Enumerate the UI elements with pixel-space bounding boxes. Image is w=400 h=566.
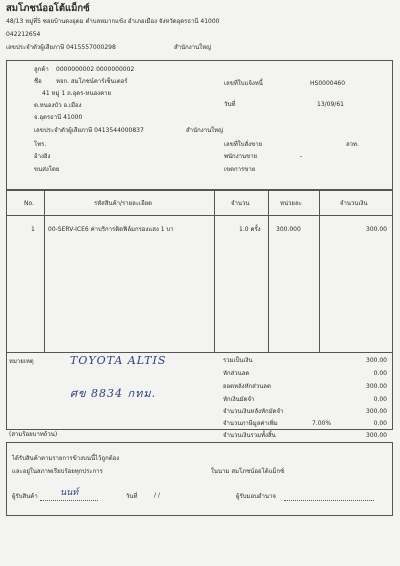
- vat-rate: 7.00%: [312, 420, 332, 427]
- customer-phone-label: โทร.: [34, 141, 47, 148]
- col-divider: [268, 190, 269, 352]
- handwritten-plate: ศข 8834 กทม.: [70, 387, 157, 400]
- doc-sales-label: พนักงานขาย: [224, 153, 258, 160]
- customer-tax-id: เลขประจำตัวผู้เสียภาษี 0413544000837: [34, 127, 144, 134]
- receipt-note-1: ได้รับสินค้าตามรายการข้างบนนี้ไว้ถูกต้อง: [12, 455, 120, 462]
- deposit-label: หักเงินมัดจำ: [223, 396, 255, 403]
- doc-terms-label: ลวท.: [346, 141, 359, 148]
- after-deposit-value: 300.00: [366, 408, 387, 415]
- invoice-page: [4, 0, 396, 566]
- col-header-amount: จำนวนเงิน: [340, 200, 368, 207]
- customer-ship-label: ขนส่งโดย: [34, 166, 60, 173]
- doc-date-label: วันที่: [224, 101, 236, 108]
- col-divider: [214, 190, 215, 352]
- deposit-value: 0.00: [373, 396, 387, 403]
- doc-no-label: เลขที่ใบแจ้งหนี้: [224, 80, 263, 87]
- col-divider: [44, 190, 45, 352]
- row-qty: 1.0 ครั้ง: [239, 226, 261, 233]
- receiver-signature: นนท์: [60, 488, 79, 498]
- doc-sales-value: -: [300, 153, 303, 160]
- signature-box: [6, 442, 393, 516]
- company-signatory: ในนาม สมโภชน์ออโต้แม็กซ์: [211, 468, 285, 475]
- customer-name-label: ชื่อ: [34, 78, 42, 85]
- col-divider: [319, 190, 320, 352]
- company-phone: 042212654: [6, 31, 41, 38]
- customer-ref-label: อ้างอิง: [34, 153, 51, 160]
- total-value: 300.00: [366, 357, 387, 364]
- amount-in-words: (สามร้อยบาทถ้วน): [9, 431, 58, 438]
- col-header-description: รหัสสินค้า/รายละเอียด: [94, 200, 153, 207]
- doc-zone-label: เขตการขาย: [224, 166, 256, 173]
- after-discount-value: 300.00: [366, 383, 387, 390]
- authorized-signature-line: [284, 500, 374, 501]
- after-discount-label: ยอดหลังหักส่วนลด: [223, 383, 271, 390]
- customer-address-3: จ.อุดรธานี 41000: [34, 114, 83, 121]
- vat-label: จำนวนภาษีมูลค่าเพิ่ม: [223, 420, 278, 427]
- col-header-qty: จำนวน: [231, 200, 250, 207]
- grand-total-value: 300.00: [366, 432, 387, 439]
- customer-branch: สำนักงานใหญ่: [186, 127, 224, 134]
- row-amount: 300.00: [366, 226, 387, 233]
- receiver-label: ผู้รับสินค้า: [12, 493, 38, 500]
- receive-date-value: / /: [154, 492, 160, 499]
- grand-total-divider: [214, 429, 392, 430]
- customer-address-2: ต.หนองบัว อ.เมือง: [34, 102, 82, 109]
- doc-order-label: เลขที่ใบสั่งขาย: [224, 141, 263, 148]
- customer-code-value: 0000000002 0000000002: [56, 66, 135, 73]
- row-unit-price: 300.000: [276, 226, 301, 233]
- receiver-signature-line: [40, 500, 98, 501]
- total-label: รวมเป็นเงิน: [223, 357, 253, 364]
- after-deposit-label: จำนวนเงินหลังหักมัดจำ: [223, 408, 284, 415]
- grand-total-label: จำนวนเงินรวมทั้งสิ้น: [223, 432, 276, 439]
- notes-label: หมายเหตุ: [9, 358, 34, 365]
- row-description: 00-SERV-ICE6 ค่าบริการติดฟิล์มกรองแสง 1 บา: [48, 226, 174, 233]
- company-address: 48/13 หมู่ที่5 ซอยบ้านดงอุดม ตำบลหมากแข้ง อำเภอเมือง จังหวัดอุดรธานี 41000: [6, 18, 220, 25]
- company-name: สมโภชน์ออโต้แม็กซ์: [6, 3, 90, 14]
- customer-name-value: หจก. สมโภชน์คาร์เซ็นเตอร์: [56, 78, 128, 85]
- customer-code-label: ลูกค้า: [34, 66, 49, 73]
- col-header-unit-price: หน่วยละ: [280, 200, 302, 207]
- discount-value: 0.00: [373, 370, 387, 377]
- handwritten-car-model: TOYOTA ALTIS: [70, 354, 167, 367]
- table-header-divider: [6, 215, 392, 216]
- company-tax-id: เลขประจำตัวผู้เสียภาษี 0415557000298: [6, 44, 116, 51]
- doc-no-value: HS0000460: [310, 80, 346, 87]
- customer-address-1: 41 หมู่ 1 ถ.อุดร-หนองคาย: [42, 90, 111, 97]
- table-body-divider: [6, 352, 392, 353]
- row-no: 1: [31, 226, 35, 233]
- discount-label: หักส่วนลด: [223, 370, 250, 377]
- vat-value: 0.00: [373, 420, 387, 427]
- authorized-label: ผู้รับมอบอำนาจ: [236, 493, 276, 500]
- doc-date-value: 13/09/61: [317, 101, 344, 108]
- receipt-note-2: และอยู่ในสภาพเรียบร้อยทุกประการ: [12, 468, 103, 475]
- company-branch: สำนักงานใหญ่: [174, 44, 212, 51]
- col-header-no: No.: [24, 200, 34, 207]
- receive-date-label: วันที่: [126, 493, 138, 500]
